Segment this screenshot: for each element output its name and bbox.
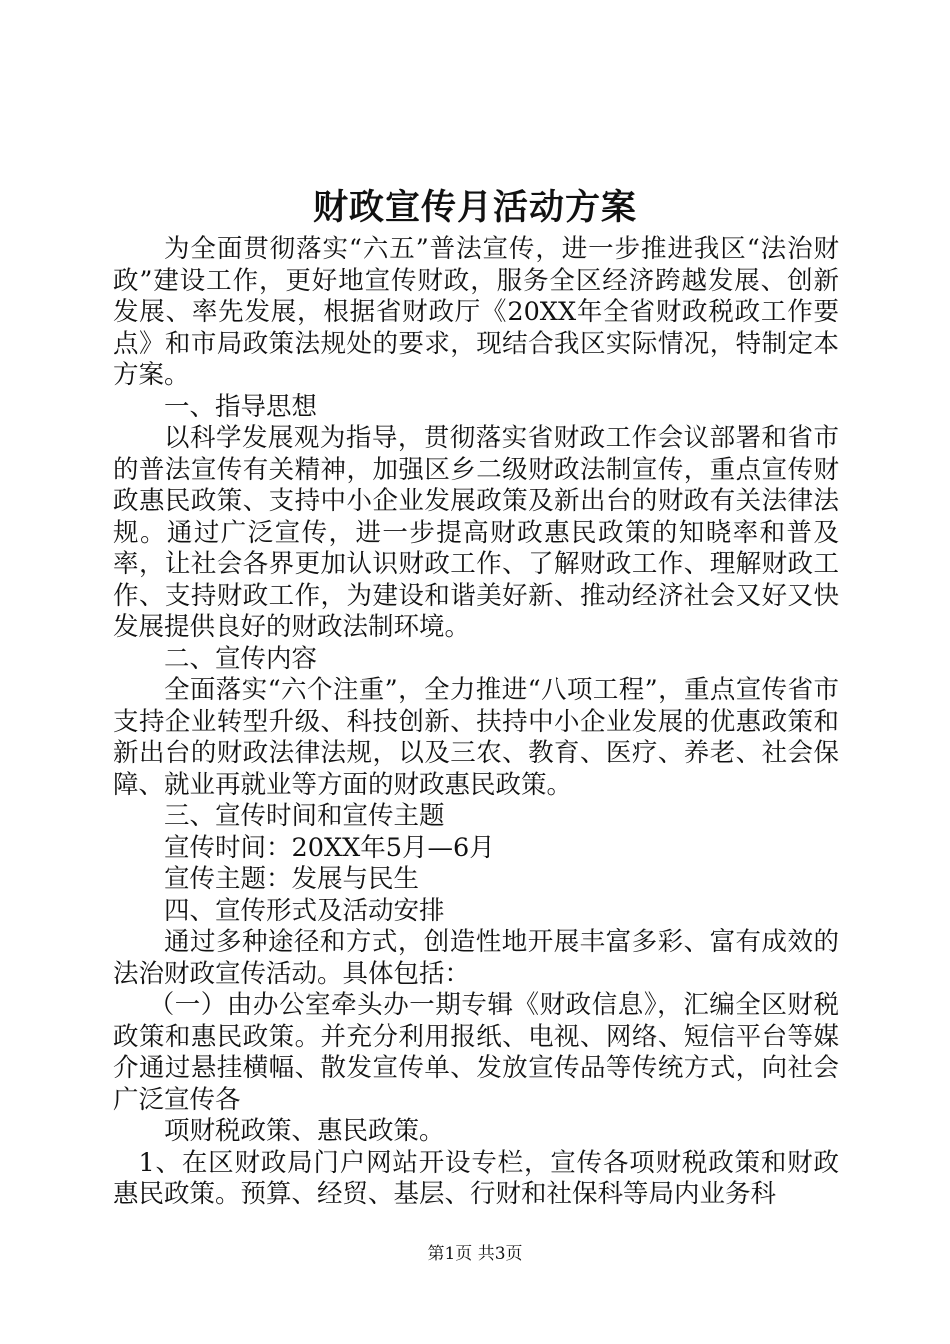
paragraph-forms: 通过多种途径和方式，创造性地开展丰富多彩、富有成效的法治财政宣传活动。具体包括： [113, 927, 839, 989]
paragraph-guiding-thought: 以科学发展观为指导，贯彻落实省财政工作会议部署和省市的普法宣传有关精神，加强区乡二级财政法制宣传，重点宣传财政惠民政策、支持中小企业发展政策及新出台的财政有关法律法规。通过广泛宣传，进一步提高财政惠民政策的知晓率和普及率，让社会各界更加认识财政工作、了解财政工作、理解财政工作、支持财政工作，为建设和谐美好新、推动经济社会又好又快发展提供良好的财政法制环境。 [113, 423, 839, 642]
paragraph-content: 全面落实“六个注重”，全力推进“八项工程”，重点宣传省市支持企业转型升级、科技创新、扶持中小企业发展的优惠政策和新出台的财政法律法规，以及三农、教育、医疗、养老、社会保障、就业再就业等方面的财政惠民政策。 [113, 675, 839, 800]
paragraph-item-one-continued: 项财税政策、惠民政策。 [164, 1116, 445, 1146]
paragraph-theme: 宣传主题：发展与民生 [164, 864, 420, 894]
document-title: 财政宣传月活动方案 [312, 187, 637, 228]
document-body [113, 234, 839, 1211]
section-heading-forms: 四、宣传形式及活动安排 [164, 895, 445, 926]
page-footer: 第1页 共3页 [427, 1244, 523, 1264]
section-heading-content: 二、宣传内容 [164, 643, 318, 674]
paragraph-item-one: （一）由办公室牵头办一期专辑《财政信息》，汇编全区财税政策和惠民政策。并充分利用报纸、电视、网络、短信平台等媒介通过悬挂横幅、散发宣传单、发放宣传品等传统方式，向社会广泛宣传各 [113, 990, 839, 1115]
paragraph-item-1: 1、在区财政局门户网站开设专栏，宣传各项财税政策和财政惠民政策。预算、经贸、基层、行财和社保科等局内业务科 [113, 1147, 839, 1209]
section-heading-guiding-thought: 一、指导思想 [164, 391, 318, 422]
section-heading-time-theme: 三、宣传时间和宣传主题 [164, 801, 445, 831]
paragraph-intro: 为全面贯彻落实“六五”普法宣传，进一步推进我区“法治财政”建设工作，更好地宣传财政，服务全区经济跨越发展、创新发展、率先发展，根据省财政厅《20XX年全省财政税政工作要点》和市局政策法规处的要求，现结合我区实际情况，特制定本方案。 [113, 234, 839, 390]
paragraph-time: 宣传时间：20XX年5月—6月 [164, 832, 495, 863]
